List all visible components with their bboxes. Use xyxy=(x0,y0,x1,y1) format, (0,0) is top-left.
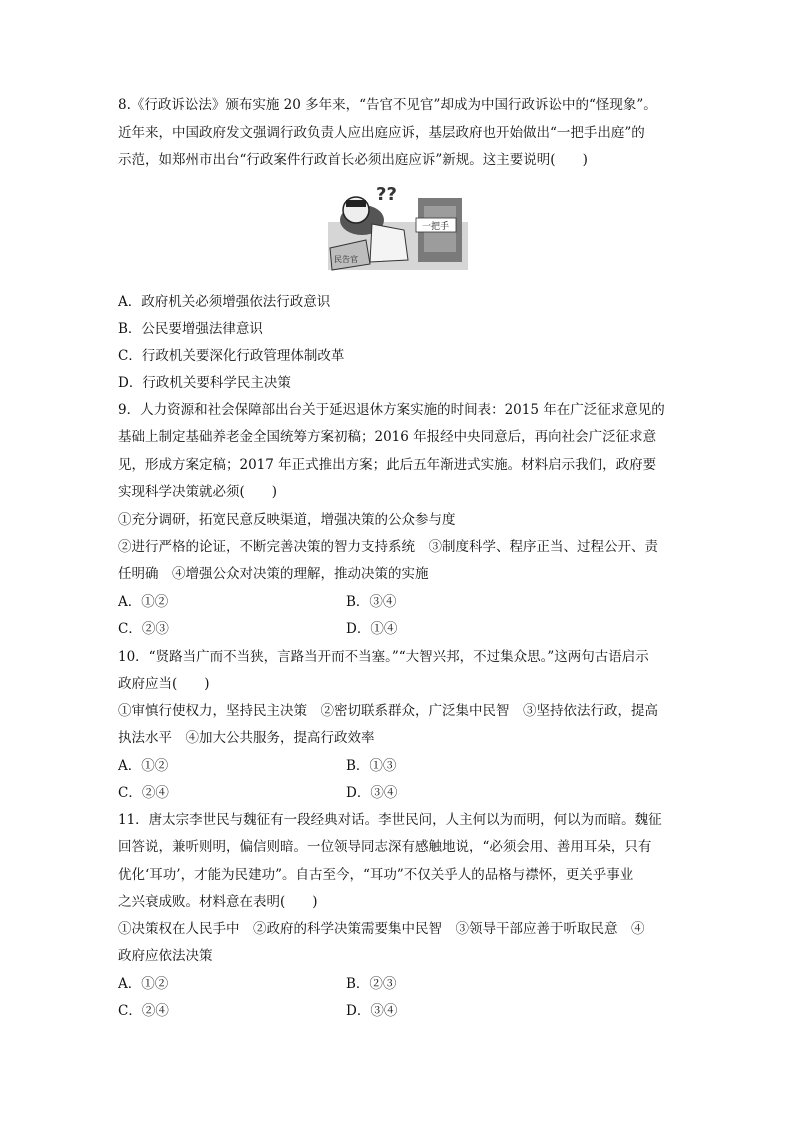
q9-line-6: ②进行严格的论证，不断完善决策的智力支持系统 ③制度科学、程序正当、过程公开、责 xyxy=(118,539,658,555)
q8-option-d: D．行政机关要科学民主决策 xyxy=(118,375,291,391)
q8-line-3: 示范，如郑州市出台“行政案件行政首长必须出庭应诉”新规。这主要说明( ) xyxy=(118,152,588,168)
q10-option-c: C．②④ xyxy=(118,785,169,801)
q11-line-4: 之兴衰成败。材料意在表明( ) xyxy=(118,894,318,910)
q8-line-1: 8.《行政诉讼法》颁布实施 20 多年来，“告官不见官”却成为中国行政诉讼中的“怪现象”。 xyxy=(118,97,657,113)
q11-option-a: A．①② xyxy=(118,976,169,992)
q10-line-3: ①审慎行使权力，坚持民主决策 ②密切联系群众，广泛集中民智 ③坚持依法行政，提高 xyxy=(118,703,658,719)
q8-option-c: C．行政机关要深化行政管理体制改革 xyxy=(118,348,345,364)
q8-option-a: A．政府机关必须增强依法行政意识 xyxy=(118,294,331,310)
q10-option-a: A．①② xyxy=(118,758,169,774)
q10-line-2: 政府应当( ) xyxy=(118,676,210,692)
question-marks: ?? xyxy=(376,184,397,205)
cartoon-official-illustration xyxy=(322,178,472,274)
q10-option-d: D．③④ xyxy=(346,785,398,801)
q9-option-b: B．③④ xyxy=(346,594,397,610)
q10-line-1: 10．“贤路当广而不当狭，言路当开而不当塞。”“大智兴邦，不过集众思。”这两句古语启示 xyxy=(118,649,649,665)
paper-label: 民告官 xyxy=(334,255,358,264)
q8-option-b: B．公民要增强法律意识 xyxy=(118,321,263,337)
q9-option-a: A．①② xyxy=(118,594,169,610)
q9-line-3: 见，形成方案定稿；2017 年正式推出方案；此后五年渐进式实施。材料启示我们，政府要 xyxy=(118,457,657,473)
q9-line-2: 基础上制定基础养老金全国统筹方案初稿；2016 年报经中央同意后，再向社会广泛征求意 xyxy=(118,429,657,445)
q11-line-3: 优化‘耳功’，才能为民建功”。自古至今，“耳功”不仅关乎人的品格与襟怀，更关乎事业 xyxy=(118,867,634,883)
q11-line-1: 11．唐太宗李世民与魏征有一段经典对话。李世民问，人主何以为而明，何以为而暗。魏征 xyxy=(118,812,662,828)
q11-option-c: C．②④ xyxy=(118,1003,169,1019)
q10-option-b: B．①③ xyxy=(346,758,397,774)
q9-option-d: D．①④ xyxy=(346,621,398,637)
q11-line-5: ①决策权在人民手中 ②政府的科学决策需要集中民智 ③领导干部应善于听取民意 ④ xyxy=(118,921,645,937)
q9-line-7: 任明确 ④增强公众对决策的理解，推动决策的实施 xyxy=(118,566,429,582)
q11-option-b: B．②③ xyxy=(346,976,397,992)
q10-line-4: 执法水平 ④加大公共服务，提高行政效率 xyxy=(118,730,375,746)
q11-line-6: 政府应依法决策 xyxy=(118,948,213,964)
q8-line-2: 近年来，中国政府发文强调行政负责人应出庭应诉，基层政府也开始做出“一把手出庭”的 xyxy=(118,125,645,141)
q9-line-5: ①充分调研，拓宽民意反映渠道，增强决策的公众参与度 xyxy=(118,512,456,528)
q11-line-2: 回答说，兼听则明，偏信则暗。一位领导同志深有感触地说，“必须会用、善用耳朵，只有 xyxy=(118,839,652,855)
q9-line-1: 9．人力资源和社会保障部出台关于延迟退休方案实施的时间表：2015 年在广泛征求意见的 xyxy=(118,402,665,418)
q9-line-4: 实现科学决策就必须( ) xyxy=(118,484,278,500)
q9-option-c: C．②③ xyxy=(118,621,169,637)
q11-option-d: D．③④ xyxy=(346,1003,398,1019)
sign-label: 一把手 xyxy=(422,222,450,232)
